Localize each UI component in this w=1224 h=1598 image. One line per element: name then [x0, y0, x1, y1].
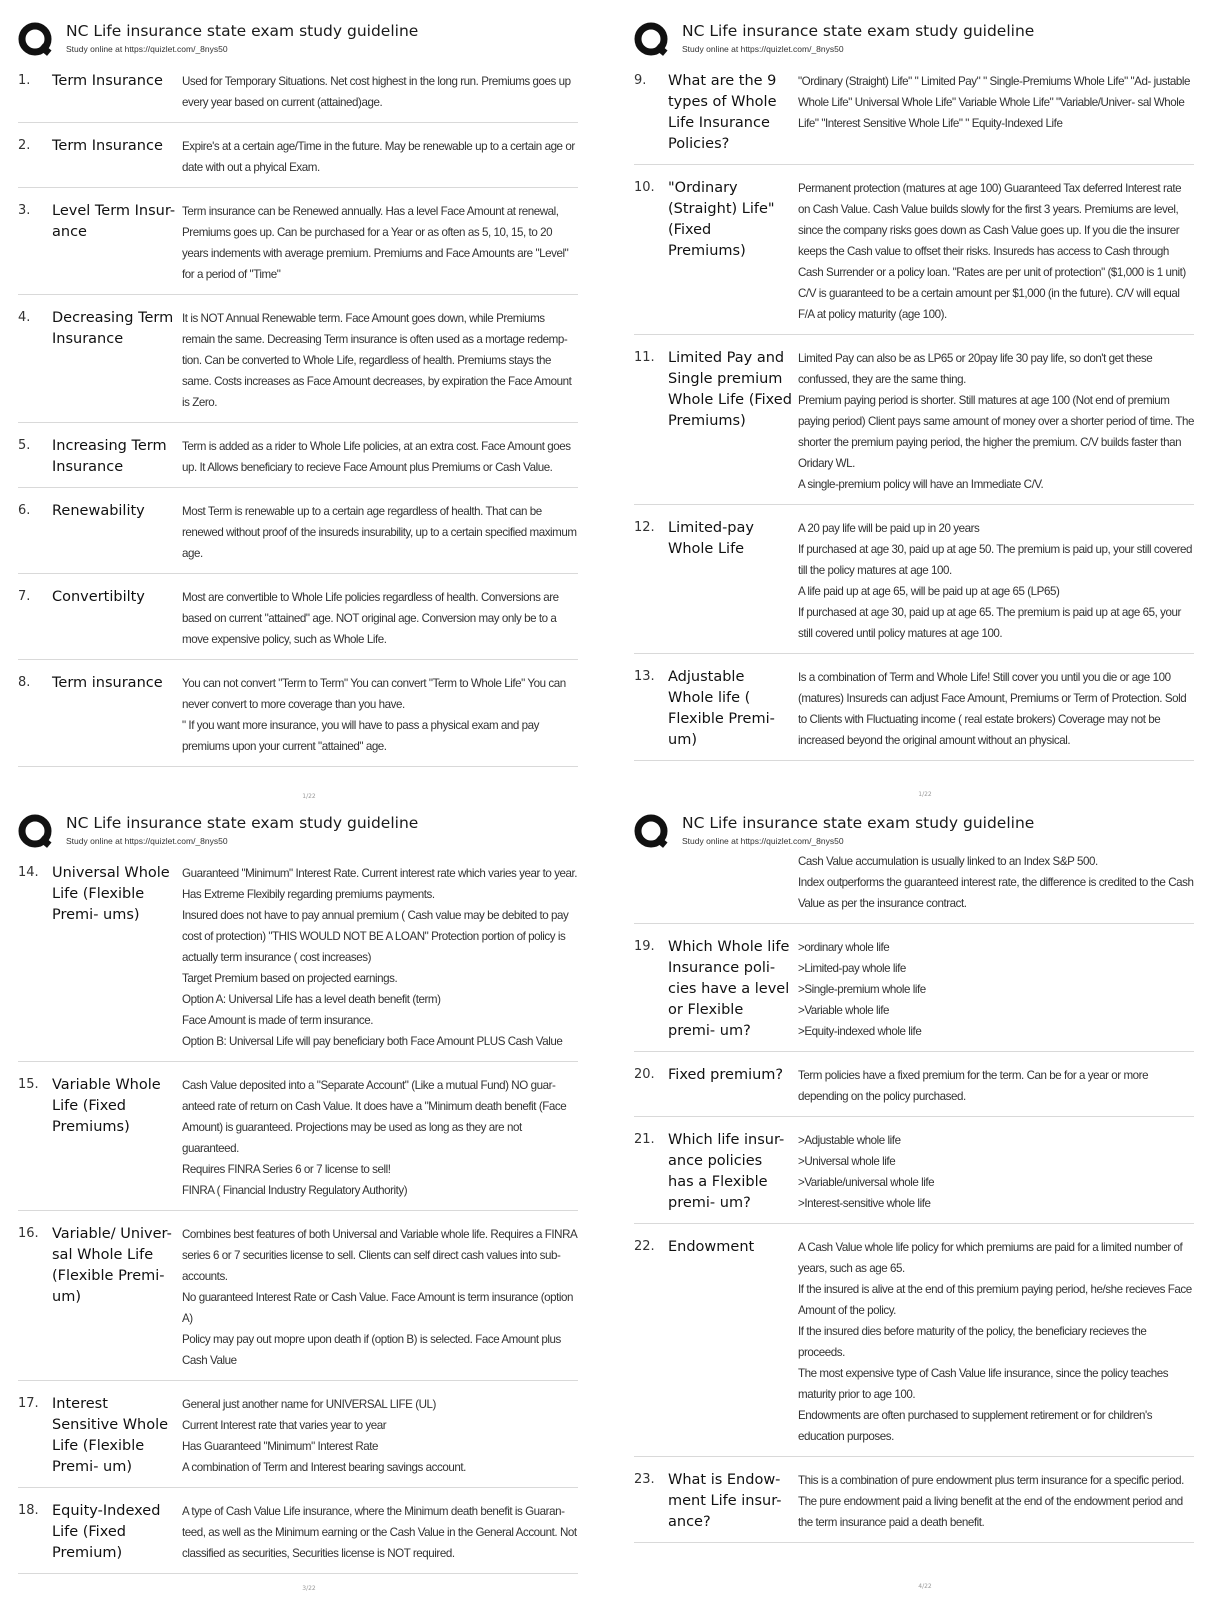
definition-paragraph: >Variable/universal whole life	[798, 1176, 935, 1189]
page-number: 4/22	[918, 1583, 932, 1590]
definition-paragraph: Requires FINRA Series 6 or 7 license to sell!	[182, 1163, 391, 1176]
definition-paragraph: Is a combination of Term and Whole Life! Still cover you until you die or age 100 (matures) Insureds can adjust Face Amount, Premiums or Term of Protection. Sold to Clients with Fluctuating income ( real estate brokers) Coverage may not be increased beyond the original amount without an physical.	[798, 671, 1187, 747]
definition-paragraph: If purchased at age 30, paid up at age 50. The premium is paid up, your still covered till the policy matures at age 100.	[798, 543, 1192, 577]
quizlet-logo-icon	[18, 22, 54, 58]
card-definition	[182, 201, 578, 285]
card-definition	[182, 71, 578, 113]
card-number: 5.	[18, 438, 31, 453]
card-definition	[182, 1394, 578, 1478]
quizlet-logo-icon	[634, 22, 670, 58]
card-number: 1.	[18, 73, 31, 88]
card-number: 13.	[634, 669, 655, 684]
card-term: Variable Whole Life (Fixed Premiums)	[52, 1077, 161, 1135]
page-header	[14, 16, 604, 60]
definition-paragraph: The most expensive type of Cash Value life insurance, since the policy teaches maturity prior to age 100.	[798, 1367, 1169, 1401]
study-online-link[interactable]: Study online at https://quizlet.com/_8nys50	[66, 836, 228, 846]
definition-paragraph: >Limited-pay whole life	[798, 962, 906, 975]
card-definition	[182, 587, 578, 650]
definition-paragraph: >Adjustable whole life	[798, 1134, 901, 1147]
card-term: Level Term Insur- ance	[52, 203, 176, 240]
definition-paragraph: FINRA ( Financial Industry Regulatory Authority)	[182, 1184, 408, 1197]
flashcard-row	[18, 1389, 578, 1488]
page-header	[14, 808, 604, 852]
page-header	[630, 16, 1220, 60]
definition-paragraph: Most are convertible to Whole Life policies regardless of health. Conversions are based on current "attained" age. NOT original age. Conversion may only be to a move expensive policy, such as Whole Life.	[182, 591, 559, 646]
definition-paragraph: Expire's at a certain age/Time in the future. May be renewable up to a certain age or date with out a phyical Exam.	[182, 140, 575, 174]
card-definition	[798, 1470, 1194, 1533]
card-term: Endowment	[668, 1239, 755, 1255]
definition-paragraph: Limited Pay can also be as LP65 or 20pay life 30 pay life, so don't get these confussed, they are the same thing.	[798, 352, 1153, 386]
card-definition	[798, 178, 1194, 325]
card-definition	[182, 1075, 578, 1201]
definition-paragraph: Used for Temporary Situations. Net cost highest in the long run. Premiums goes up every year based on current (attained)age.	[182, 75, 571, 109]
flashcard-row	[634, 173, 1194, 335]
card-number: 8.	[18, 675, 31, 690]
card-definition	[798, 1065, 1194, 1107]
card-term: Equity-Indexed Life (Fixed Premium)	[52, 1503, 161, 1561]
card-definition	[182, 863, 578, 1052]
flashcard-row	[18, 1496, 578, 1574]
definition-paragraph: Option A: Universal Life has a level death benefit (term)	[182, 993, 441, 1006]
card-number: 22.	[634, 1239, 655, 1254]
flashcard-row	[634, 1465, 1194, 1543]
flashcard-row	[634, 343, 1194, 505]
flashcard-row	[18, 431, 578, 488]
definition-paragraph: >Equity-indexed whole life	[798, 1025, 922, 1038]
card-number: 15.	[18, 1077, 39, 1092]
card-term: What are the 9 types of Whole Life Insurance Policies?	[668, 73, 777, 152]
card-term: Convertibilty	[52, 589, 145, 605]
definition-paragraph: Current Interest rate that varies year to year	[182, 1419, 387, 1432]
definition-paragraph: You can not convert "Term to Term" You can convert "Term to Whole Life" You can never convert to more coverage than you have.	[182, 677, 566, 711]
flashcard-list	[18, 66, 578, 775]
definition-paragraph: A single-premium policy will have an Immediate C/V.	[798, 478, 1044, 491]
card-term: Which life insur- ance policies has a Flexible premi- um?	[668, 1132, 785, 1211]
card-definition	[182, 1501, 578, 1564]
definition-paragraph: >Interest-sensitive whole life	[798, 1197, 931, 1210]
flashcard-row	[634, 932, 1194, 1052]
card-number: 10.	[634, 180, 655, 195]
page-number: 1/22	[918, 791, 932, 798]
card-number: 6.	[18, 503, 31, 518]
card-number: 9.	[634, 73, 647, 88]
page-title: NC Life insurance state exam study guideline	[682, 814, 1035, 832]
card-term: What is Endow- ment Life insur- ance?	[668, 1472, 782, 1530]
definition-paragraph: >Universal whole life	[798, 1155, 896, 1168]
card-term: Renewability	[52, 503, 145, 519]
card-number: 4.	[18, 310, 31, 325]
definition-paragraph: A type of Cash Value Life insurance, where the Minimum death benefit is Guaran- teed, as well as the Minimum earning or the Cash Value in the General Account. Not classified as securities, Securities license is NOT required.	[182, 1505, 577, 1560]
study-online-link[interactable]: Study online at https://quizlet.com/_8nys50	[66, 44, 228, 54]
card-definition	[798, 937, 1194, 1042]
definition-paragraph: Term is added as a rider to Whole Life policies, at an extra cost. Face Amount goes up. It Allows beneficiary to recieve Face Amount plus Premiums or Cash Value.	[182, 440, 571, 474]
page-number: 3/22	[302, 1585, 316, 1592]
definition-paragraph: >Variable whole life	[798, 1004, 890, 1017]
definition-paragraph: Endowments are often purchased to supplement retirement or for children's education purposes.	[798, 1409, 1153, 1443]
flashcard-list	[634, 846, 1194, 1551]
page-title: NC Life insurance state exam study guideline	[682, 22, 1035, 40]
card-definition	[798, 667, 1194, 751]
card-term: Term Insurance	[52, 138, 163, 154]
flashcard-row	[18, 196, 578, 295]
flashcard-row	[634, 846, 1194, 924]
definition-paragraph: "Ordinary (Straight) Life" " Limited Pay" " Single-Premiums Whole Life" "Ad- justable Whole Life" Universal Whole Life" Variable Whole Life" "Variable/Univer- sal Whole Life" "Interest Sensitive Whole Life" " Equity-Indexed Life	[798, 75, 1190, 130]
definition-paragraph: Premium paying period is shorter. Still matures at age 100 (Not end of premium paying period) Client pays same amount of money over a shorter period of time. The shorter the premium paying period, the higher the premium. C/V builds faster than Oridary WL.	[798, 394, 1194, 470]
card-definition	[182, 308, 578, 413]
definition-paragraph: " If you want more insurance, you will have to pass a physical exam and pay premiums upon your current "attained" age.	[182, 719, 540, 753]
flashcard-list	[634, 66, 1194, 769]
card-term: Which Whole life Insurance poli- cies have a level or Flexible premi- um?	[668, 939, 790, 1039]
card-number: 11.	[634, 350, 655, 365]
card-number: 12.	[634, 520, 655, 535]
card-number: 23.	[634, 1472, 655, 1487]
flashcard-row	[634, 1125, 1194, 1224]
card-number: 18.	[18, 1503, 39, 1518]
card-number	[634, 851, 668, 914]
card-term: Interest Sensitive Whole Life (Flexible Premi- um)	[52, 1396, 169, 1475]
card-definition	[798, 1237, 1194, 1447]
flashcard-row	[18, 131, 578, 188]
card-term: Fixed premium?	[668, 1067, 784, 1083]
definition-paragraph: General just another name for UNIVERSAL LIFE (UL)	[182, 1398, 436, 1411]
flashcard-row	[18, 66, 578, 123]
card-term	[668, 851, 798, 914]
document-page-1	[14, 16, 604, 806]
definition-paragraph: Guaranteed "Minimum" Interest Rate. Current interest rate which varies year to year. Has Extreme Flexibily regarding premiums payments.	[182, 867, 578, 901]
definition-paragraph: A 20 pay life will be paid up in 20 years	[798, 522, 980, 535]
definition-paragraph: >ordinary whole life	[798, 941, 890, 954]
definition-paragraph: It is NOT Annual Renewable term. Face Amount goes down, while Premiums remain the same. Decreasing Term insurance is often used as a mortage redemp- tion. Can be converted to Whole Life, regardless of health. Premiums stays the same. Costs increases as Face Amount decreases, by expiration the Face Amount is Zero.	[182, 312, 572, 409]
card-term: Adjustable Whole life ( Flexible Premi- um)	[668, 669, 775, 748]
definition-paragraph: A life paid up at age 65, will be paid up at age 65 (LP65)	[798, 585, 1060, 598]
definition-paragraph: Target Premium based on projected earnings.	[182, 972, 398, 985]
card-term: "Ordinary (Straight) Life" (Fixed Premiums)	[668, 180, 775, 259]
definition-paragraph: A Cash Value whole life policy for which premiums are paid for a limited number of years, such as age 65.	[798, 1241, 1183, 1275]
definition-paragraph: >Single-premium whole life	[798, 983, 926, 996]
flashcard-row	[634, 1232, 1194, 1457]
flashcard-row	[18, 1070, 578, 1211]
card-term: Limited-pay Whole Life	[668, 520, 754, 557]
card-definition	[798, 518, 1194, 644]
card-definition	[182, 673, 578, 757]
definition-paragraph: This is a combination of pure endowment plus term insurance for a specific period. The pure endowment paid a living benefit at the end of the endowment period and the term insurance paid a death benefit.	[798, 1474, 1184, 1529]
definition-paragraph: Term insurance can be Renewed annually. Has a level Face Amount at renewal, Premiums goes up. Can be purchased for a Year or as often as 5, 10, 15, to 20 years indements with average premium. Premiums and Face Amounts are "Level" for a period of "Time"	[182, 205, 569, 281]
card-definition	[182, 501, 578, 564]
card-term: Limited Pay and Single premium Whole Life (Fixed Premiums)	[668, 350, 792, 429]
card-term: Term insurance	[52, 675, 163, 691]
definition-paragraph: Permanent protection (matures at age 100) Guaranteed Tax deferred Interest rate on Cash Value. Cash Value builds slowly for the first 3 years. Premiums are level, since the company risks goes down as Cash Value goes up. If you die the insurer keeps the Cash value to offset their risks. Insureds has access to Cash through Cash Surrender or a policy loan. "Rates are per unit of protection" ($1,000 is 1 unit) C/V is guaranteed to be a certain amount per $1,000 (in the future). C/V will equal F/A at policy maturity (age 100).	[798, 182, 1186, 321]
card-definition	[182, 136, 578, 178]
definition-paragraph: Has Guaranteed "Minimum" Interest Rate	[182, 1440, 379, 1453]
card-term: Universal Whole Life (Flexible Premi- ums)	[52, 865, 170, 923]
flashcard-row	[634, 662, 1194, 761]
flashcard-list	[18, 858, 578, 1582]
card-term: Variable/ Univer- sal Whole Life (Flexible Premi- um)	[52, 1226, 172, 1305]
definition-paragraph: If purchased at age 30, paid up at age 65. The premium is paid up at age 65, your still covered until policy matures at age 100.	[798, 606, 1181, 640]
card-number: 7.	[18, 589, 31, 604]
card-definition	[798, 1130, 1194, 1214]
card-definition	[798, 851, 1194, 914]
definition-paragraph: Combines best features of both Universal and Variable whole life. Requires a FINRA series 6 or 7 securities license to sell. Clients can self direct cash values into sub-accounts.	[182, 1228, 577, 1283]
card-term: Increasing Term Insurance	[52, 438, 167, 475]
quizlet-logo-icon	[18, 814, 54, 850]
card-number: 2.	[18, 138, 31, 153]
document-page-4	[630, 808, 1220, 1598]
card-number: 20.	[634, 1067, 655, 1082]
flashcard-row	[634, 513, 1194, 654]
flashcard-row	[18, 303, 578, 423]
flashcard-row	[18, 1219, 578, 1381]
card-number: 3.	[18, 203, 31, 218]
definition-paragraph: Cash Value accumulation is usually linked to an Index S&P 500.	[798, 855, 1098, 868]
definition-paragraph: Face Amount is made of term insurance.	[182, 1014, 374, 1027]
quizlet-logo-icon	[634, 814, 670, 850]
page-title: NC Life insurance state exam study guideline	[66, 22, 419, 40]
card-number: 17.	[18, 1396, 39, 1411]
definition-paragraph: Most Term is renewable up to a certain age regardless of health. That can be renewed without proof of the insureds insurability, up to a certain specified maximum age.	[182, 505, 577, 560]
card-number: 21.	[634, 1132, 655, 1147]
flashcard-row	[18, 858, 578, 1062]
card-term: Term Insurance	[52, 73, 163, 89]
card-number: 16.	[18, 1226, 39, 1241]
card-definition	[798, 348, 1194, 495]
definition-paragraph: Policy may pay out mopre upon death if (option B) is selected. Face Amount plus Cash Value	[182, 1333, 561, 1367]
definition-paragraph: Cash Value deposited into a "Separate Account" (Like a mutual Fund) NO guar- anteed rate of return on Cash Value. It does have a "Minimum death benefit (Face Amount) is guaranteed. Projections may be used as long as they are not guaranteed.	[182, 1079, 567, 1155]
flashcard-row	[18, 496, 578, 574]
flashcard-row	[18, 582, 578, 660]
study-online-link[interactable]: Study online at https://quizlet.com/_8nys50	[682, 836, 844, 846]
flashcard-row	[634, 66, 1194, 165]
definition-paragraph: Index outperforms the guaranteed interest rate, the difference is credited to the Cash Value as per the insurance contract.	[798, 876, 1194, 910]
card-definition	[182, 436, 578, 478]
document-page-3	[14, 808, 604, 1598]
page-number: 1/22	[302, 793, 316, 800]
definition-paragraph: Option B: Universal Life will pay beneficiary both Face Amount PLUS Cash Value	[182, 1035, 563, 1048]
study-online-link[interactable]: Study online at https://quizlet.com/_8nys50	[682, 44, 844, 54]
definition-paragraph: No guaranteed Interest Rate or Cash Value. Face Amount is term insurance (option A)	[182, 1291, 574, 1325]
definition-paragraph: Term policies have a fixed premium for the term. Can be for a year or more depending on the policy purchased.	[798, 1069, 1149, 1103]
card-number: 14.	[18, 865, 39, 880]
page-title: NC Life insurance state exam study guideline	[66, 814, 419, 832]
definition-paragraph: Insured does not have to pay annual premium ( Cash value may be debited to pay cost of protection) "THIS WOULD NOT BE A LOAN" Protection portion of policy is actually term insurance ( cost increases)	[182, 909, 569, 964]
card-number: 19.	[634, 939, 655, 954]
definition-paragraph: A combination of Term and Interest bearing savings account.	[182, 1461, 466, 1474]
card-definition	[182, 1224, 578, 1371]
card-definition	[798, 71, 1194, 155]
document-page-2	[630, 16, 1220, 806]
card-term: Decreasing Term Insurance	[52, 310, 174, 347]
flashcard-row	[634, 1060, 1194, 1117]
definition-paragraph: If the insured is alive at the end of this premium paying period, he/she recieves Face Amount of the policy.	[798, 1283, 1192, 1317]
definition-paragraph: If the insured dies before maturity of the policy, the beneficiary recieves the proceeds.	[798, 1325, 1147, 1359]
flashcard-row	[18, 668, 578, 767]
